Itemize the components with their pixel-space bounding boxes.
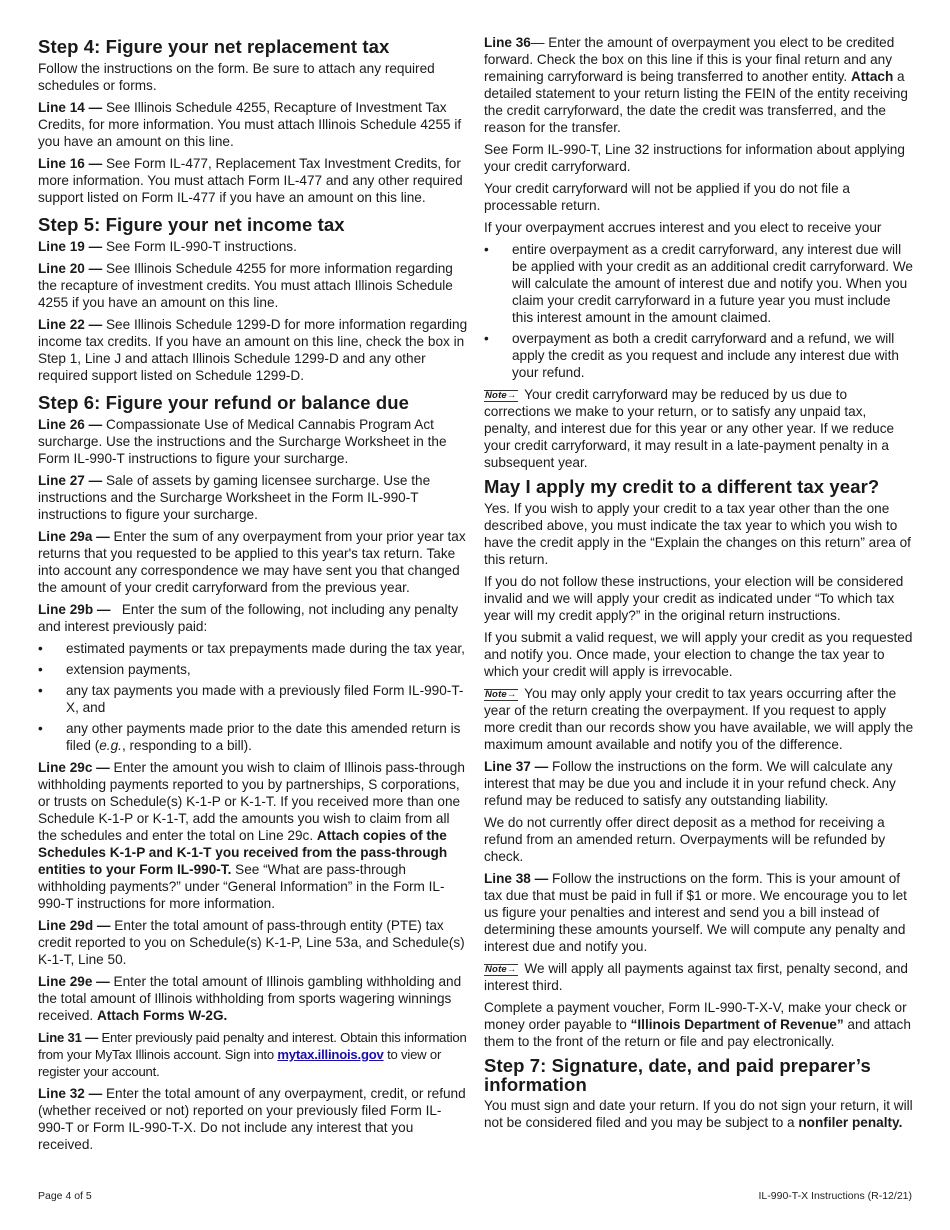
line36-text: — Enter the amount of overpayment you elect to be credited forward. Check the box on this line if this is your final return and any remaining carryforward is being transferred to another entity.	[484, 35, 895, 84]
may-apply-heading: May I apply my credit to a different tax year?	[484, 476, 880, 497]
line32-label: Line 32 —	[38, 1086, 103, 1101]
note2-text: You may only apply your credit to tax years occurring after the year of the return creating the overpayment. If you request to apply more credit than our records show you have available, we will apply the maximum amount available and notify you of the difference.	[484, 686, 914, 752]
line29c-text: Enter the amount you wish to claim of Illinois pass-through withholding payments reported to you by partnerships, S corporations, or trusts on Schedule(s) K-1-P or K-1-T. If you received more than one Schedule K-1-P or K-1-T, add the amounts you wish to claim from all the schedules and enter the total on Line 29c.	[38, 760, 465, 843]
note3-paragraph	[484, 960, 914, 994]
line26-label: Line 26 —	[38, 417, 103, 432]
line29c-bold: Attach copies of the Schedules K-1-P and K-1-T you received from the pass-through entities to your Form IL-990-T.	[38, 828, 448, 877]
step4-intro: Follow the instructions on the form. Be sure to attach any required schedules or forms.	[38, 61, 435, 93]
note3-text: We will apply all payments against tax first, penalty second, and interest third.	[484, 961, 908, 993]
note1-paragraph	[484, 386, 914, 471]
line29d-label: Line 29d —	[38, 918, 111, 933]
accrues-paragraph: If your overpayment accrues interest and you elect to receive your	[484, 220, 882, 235]
line36-tail: a detailed statement to your return listing the FEIN of the entity receiving the credit carryforward, the date the credit was transferred, and the reason for the transfer.	[484, 69, 908, 135]
direct-deposit-paragraph: We do not currently offer direct deposit as a method for receiving a refund from an amended return. Overpayments will be refunded by check.	[484, 815, 886, 864]
list-item-emphasis: e.g.	[99, 738, 122, 753]
not-applied-paragraph: Your credit carryforward will not be applied if you do not file a processable return.	[484, 181, 850, 213]
line22-text: See Illinois Schedule 1299-D for more information regarding income tax credits. If you have an amount on this line, check the box in Step 1, Line J and attach Illinois Schedule 1299-D and any other required support listed on Schedule 1299-D.	[38, 317, 468, 383]
line37-paragraph	[484, 758, 914, 809]
line29d-paragraph	[38, 917, 468, 968]
line14-paragraph	[38, 99, 468, 150]
form-id: IL-990-T-X Instructions (R-12/21)	[758, 1190, 912, 1202]
page-number: Page 4 of 5	[38, 1190, 92, 1202]
note2-paragraph	[484, 685, 914, 753]
line29e-paragraph	[38, 973, 468, 1024]
step7-text: You must sign and date your return. If you do not sign your return, it will not be considered filed and you may be subject to a	[484, 1098, 913, 1130]
line31-label: Line 31 —	[38, 1030, 99, 1045]
line29c-label: Line 29c —	[38, 760, 110, 775]
line29e-label: Line 29e —	[38, 974, 110, 989]
line20-label: Line 20 —	[38, 261, 103, 276]
step6-heading: Step 6: Figure your refund or balance due	[38, 392, 410, 413]
line22-label: Line 22 —	[38, 317, 103, 332]
voucher-bold: “Illinois Department of Revenue”	[630, 1017, 844, 1032]
list-item	[38, 720, 468, 754]
line36-paragraph	[484, 34, 914, 136]
line38-text: Follow the instructions on the form. This is your amount of tax due that must be paid in full if $1 or more. We encourage you to let us figure your penalties and interest and send you a bill instead of determining these amounts yourself. We will compute any penalty and interest due and notify you.	[484, 871, 907, 954]
line19-paragraph	[38, 238, 468, 255]
line26-paragraph	[38, 416, 468, 467]
line16-label: Line 16 —	[38, 156, 103, 171]
may-p1: Yes. If you wish to apply your credit to a tax year other than the one described above, you must indicate the tax year to which you wish to have the credit apply in the “Explain the changes on this return” area of this return.	[484, 501, 911, 567]
left-column	[38, 34, 468, 1158]
line29c-paragraph	[38, 759, 468, 912]
note1-text: Your credit carryforward may be reduced by us due to corrections we make to your return, or to satisfy any unpaid tax, penalty, and interest due for this year or any other year. If we reduce your credit carryforward, it may result in a late-payment penalty in a subsequent year.	[484, 387, 895, 470]
line38-label: Line 38 —	[484, 871, 549, 886]
list-item: • any tax payments you made with a previously filed Form IL-990-T-X, and	[38, 682, 468, 716]
line16-text: See Form IL-477, Replacement Tax Investment Credits, for more information. You must attach Form IL-477 and any other required support listed on Form IL-477 if you have an amount on this line.	[38, 156, 463, 205]
line36-bold: Attach	[850, 69, 894, 84]
line38-paragraph	[484, 870, 914, 955]
line29a-text: Enter the sum of any overpayment from your prior year tax returns that you requested to be applied to this year's tax return. Take into account any correspondence we may have sent you that changed the amount of your credit carryforward from the previous year.	[38, 529, 466, 595]
line29b-label: Line 29b —	[38, 602, 111, 617]
line19-label: Line 19 —	[38, 239, 103, 254]
line14-text: See Illinois Schedule 4255, Recapture of Investment Tax Credits, for more information. You must attach Illinois Schedule 4255 if you have an amount on this line.	[38, 100, 462, 149]
line27-label: Line 27 —	[38, 473, 103, 488]
line29a-label: Line 29a —	[38, 529, 110, 544]
voucher-text: Complete a payment voucher, Form IL-990-T-X-V, make your check or money order payable to	[484, 1000, 907, 1032]
line27-text: Sale of assets by gaming licensee surcharge. Use the instructions and the Surcharge Worksheet in the Form IL-990-T instructions to figure your surcharge.	[38, 473, 431, 522]
line29b-paragraph	[38, 601, 468, 635]
step5-heading: Step 5: Figure your net income tax	[38, 214, 345, 235]
list-item: • entire overpayment as a credit carryforward, any interest due will be applied with your credit as an additional credit carryforward. We will calculate the amount of interest due and notify you. When you claim your credit carryforward in a future year you must include this interest amount in the amount claimed.	[484, 241, 914, 326]
may-p3: If you submit a valid request, we will apply your credit as you requested and notify you. Once made, your election to change the tax year to which your credit will apply is irrevocable.	[484, 630, 913, 679]
may-p2: If you do not follow these instructions, your election will be considered invalid and we will apply your credit as indicated under “To which tax year will my credit apply?” in the original return instructions.	[484, 574, 904, 623]
list-item: • overpayment as both a credit carryforward and a refund, we will apply the credit as you request and include any interest due with your refund.	[484, 330, 914, 381]
accrues-list	[484, 241, 914, 381]
line29d-text: Enter the total amount of pass-through entity (PTE) tax credit reported to you on Schedule(s) K-1-P, Line 53a, and Schedule(s) K-1-T, Line 50.	[38, 918, 465, 967]
line29b-text: Enter the sum of the following, not including any penalty and interest previously paid:	[38, 602, 462, 634]
line31-text: Enter previously paid penalty and interest. Obtain this information from your MyTax Illinois account. Sign into	[38, 1030, 467, 1062]
line29e-text: Enter the total amount of Illinois gambling withholding and the total amount of Illinois withholding from sports wagering winnings received.	[38, 974, 462, 1023]
line26-text: Compassionate Use of Medical Cannabis Program Act surcharge. Use the instructions and the Surcharge Worksheet in the Form IL-990-T instructions to figure your surcharge.	[38, 417, 447, 466]
list-item-text-end: , responding to a bill).	[121, 738, 252, 753]
line31-paragraph	[38, 1029, 468, 1080]
line29c-tail: See “What are pass-through withholding payments?” under “General Information” in the Form IL-990-T instructions for more information.	[38, 862, 445, 911]
line32-text: Enter the total amount of any overpayment, credit, or refund (whether received or not) reported on your previously filed Form IL-990-T or Form IL-990-T-X. Do not include any interest that you received.	[38, 1086, 466, 1152]
list-item-text: any other payments made prior to the date this amended return is filed (	[66, 721, 461, 753]
line29e-bold: Attach Forms W-2G.	[96, 1008, 228, 1023]
line32-paragraph	[38, 1085, 468, 1153]
note-icon: Note →	[484, 964, 518, 976]
line37-text: Follow the instructions on the form. We will calculate any interest that may be due you and include it in your refund check. Any refund may be reduced to satisfy any outstanding liability.	[484, 759, 896, 808]
step7-bold: nonfiler penalty.	[798, 1115, 903, 1130]
right-column	[484, 34, 914, 1136]
see-990t-paragraph: See Form IL-990-T, Line 32 instructions for information about applying your credit carryforward.	[484, 142, 905, 174]
note-icon: Note →	[484, 390, 518, 402]
line22-paragraph	[38, 316, 468, 384]
list-item: • estimated payments or tax prepayments made during the tax year,	[38, 640, 468, 657]
step7-heading: Step 7: Signature, date, and paid preparer’s information	[484, 1055, 871, 1095]
line14-label: Line 14 —	[38, 100, 103, 115]
step4-heading: Step 4: Figure your net replacement tax	[38, 36, 390, 57]
note-icon: Note →	[484, 689, 518, 701]
line27-paragraph	[38, 472, 468, 523]
line31-tail: to view or register your account.	[38, 1047, 442, 1079]
line36-label: Line 36	[484, 35, 531, 50]
line20-text: See Illinois Schedule 4255 for more information regarding the recapture of investment credits. You must attach Illinois Schedule 4255 if you have an amount on this line.	[38, 261, 453, 310]
line16-paragraph	[38, 155, 468, 206]
line29a-paragraph	[38, 528, 468, 596]
list-item: • extension payments,	[38, 661, 468, 678]
line37-label: Line 37 —	[484, 759, 549, 774]
voucher-tail: and attach them to the front of the return or file and pay electronically.	[484, 1017, 911, 1049]
mytax-link[interactable]: mytax.illinois.gov	[277, 1047, 384, 1062]
line20-paragraph	[38, 260, 468, 311]
step7-paragraph	[484, 1097, 914, 1131]
voucher-paragraph	[484, 999, 914, 1050]
line29b-list	[38, 640, 468, 754]
line19-text: See Form IL-990-T instructions.	[102, 239, 297, 254]
